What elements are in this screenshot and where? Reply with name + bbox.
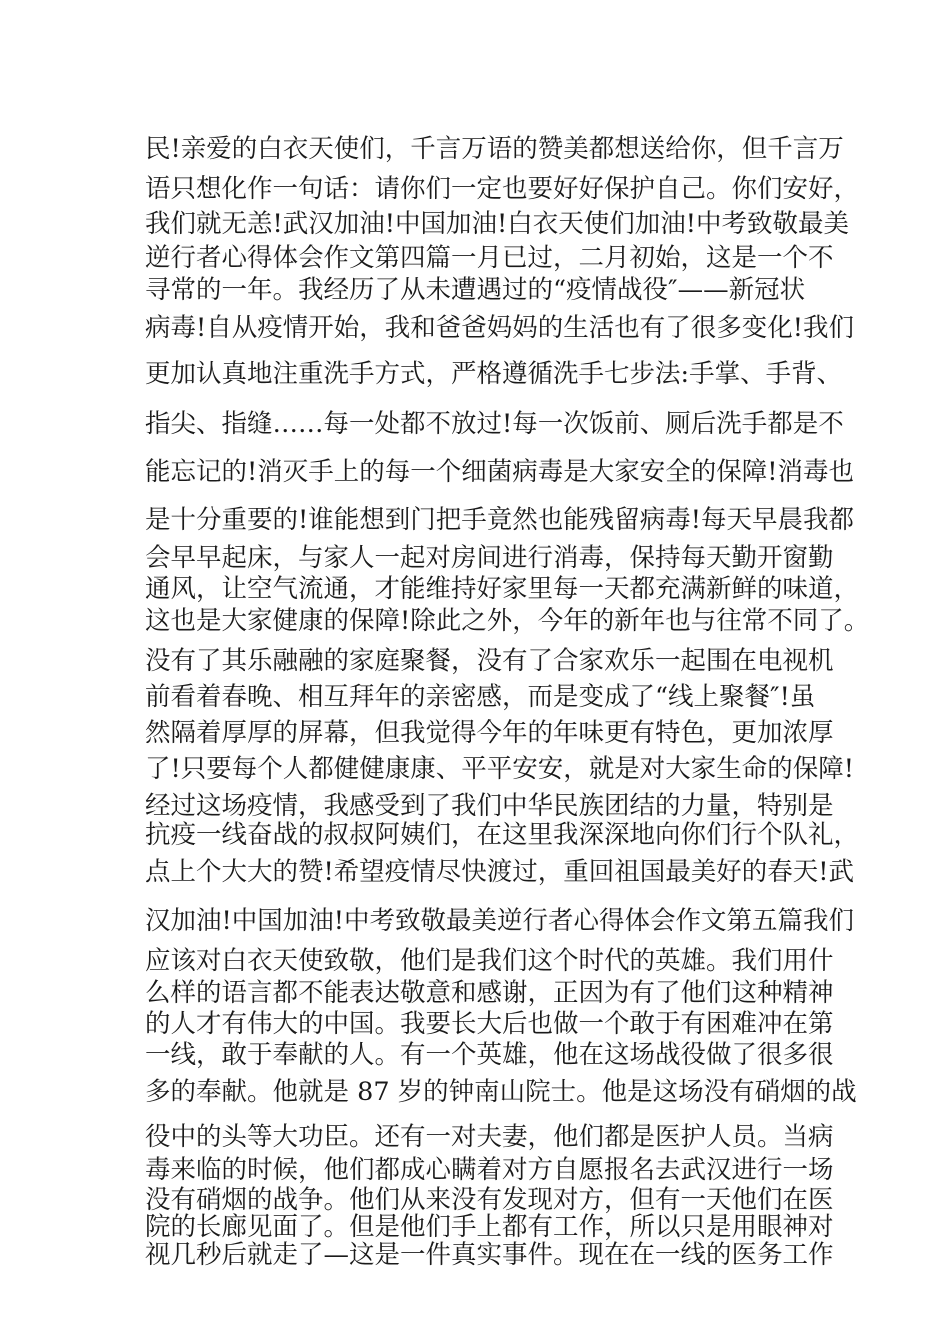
text-line: 多的奉献。他就是 87 岁的钟南山院士。他是这场没有硝烟的战 [145, 1077, 857, 1107]
text-line: 没有硝烟的战争。他们从来没有发现对方，但有一天他们在医 [145, 1185, 834, 1215]
text-line: 的人才有伟大的中国。我要长大后也做一个敢于有困难冲在第 [145, 1009, 834, 1039]
text-line: 更加认真地注重洗手方式，严格遵循洗手七步法:手掌、手背、 [145, 359, 843, 389]
text-line: 能忘记的!消灭手上的每一个细菌病毒是大家安全的保障!消毒也 [145, 457, 854, 487]
text-line: 应该对白衣天使致敬，他们是我们这个时代的英雄。我们用什 [145, 946, 834, 976]
text-line: 汉加油!中国加油!中考致敬最美逆行者心得体会作文第五篇我们 [145, 906, 854, 936]
text-line: 寻常的一年。我经历了从未遭遇过的“疫情战役″——新冠状 [145, 275, 806, 305]
text-line: 我们就无恙!武汉加油!中国加油!白衣天使们加油!中考致敬最美 [145, 209, 849, 239]
text-line: 是十分重要的!谁能想到门把手竟然也能残留病毒!每天早晨我都 [145, 505, 854, 535]
text-line: 役中的头等大功臣。还有一对夫妻，他们都是医护人员。当病 [145, 1122, 834, 1152]
text-line: 毒来临的时候，他们都成心瞒着对方自愿报名去武汉进行一场 [145, 1155, 834, 1185]
text-line: 前看着春晚、相互拜年的亲密感，而是变成了“线上聚餐″!虽 [145, 682, 816, 712]
text-line: 逆行者心得体会作文第四篇一月已过，二月初始，这是一个不 [145, 243, 834, 273]
text-line: 民!亲爱的白衣天使们，千言万语的赞美都想送给你，但千言万 [145, 134, 844, 164]
text-line: 语只想化作一句话：请你们一定也要好好保护自己。你们安好， [145, 174, 860, 204]
text-line: 病毒!自从疫情开始，我和爸爸妈妈的生活也有了很多变化!我们 [145, 313, 854, 343]
text-line: 点上个大大的赞!希望疫情尽快渡过，重回祖国最美好的春天!武 [145, 857, 854, 887]
text-line: 会早早起床，与家人一起对房间进行消毒，保持每天勤开窗勤 [145, 543, 834, 573]
text-line: 一线，敢于奉献的人。有一个英雄，他在这场战役做了很多很 [145, 1040, 834, 1070]
text-line: 通风，让空气流通，才能维持好家里每一天都充满新鲜的味道， [145, 574, 860, 604]
text-line: 没有了其乐融融的家庭聚餐，没有了合家欢乐一起围在电视机 [145, 646, 834, 676]
text-line: 抗疫一线奋战的叔叔阿姨们，在这里我深深地向你们行个队礼， [145, 820, 860, 850]
text-line: 这也是大家健康的保障!除此之外，今年的新年也与往常不同了。 [145, 606, 870, 636]
text-line: 了!只要每个人都健健康康、平平安安，就是对大家生命的保障! [145, 754, 854, 784]
text-line: 经过这场疫情，我感受到了我们中华民族团结的力量，特别是 [145, 791, 834, 821]
text-line: 么样的语言都不能表达敬意和感谢，正因为有了他们这种精神 [145, 978, 834, 1008]
text-line: 指尖、指缝……每一处都不放过!每一次饭前、厕后洗手都是不 [145, 409, 844, 439]
text-line: 然隔着厚厚的屏幕，但我觉得今年的年味更有特色，更加浓厚 [145, 718, 834, 748]
text-line: 视几秒后就走了—这是一件真实事件。现在在一线的医务工作 [145, 1240, 834, 1270]
text-line: 院的长廊见面了。但是他们手上都有工作，所以只是用眼神对 [145, 1212, 834, 1242]
